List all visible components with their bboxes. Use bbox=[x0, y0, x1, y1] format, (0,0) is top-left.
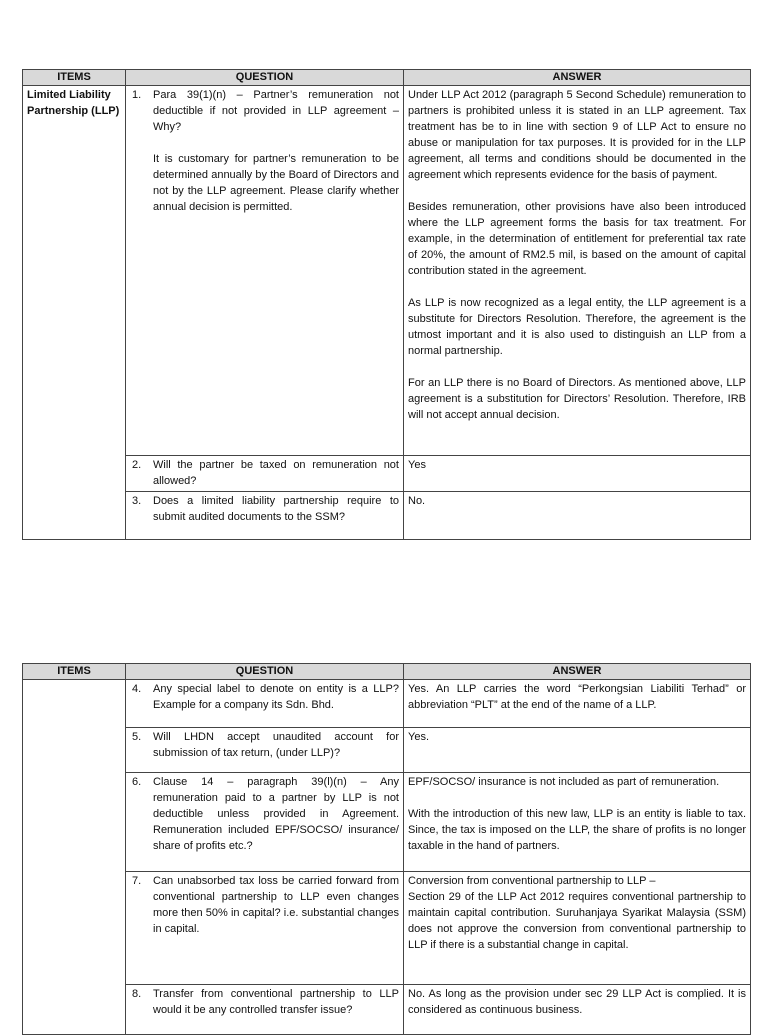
answer-cell bbox=[404, 728, 751, 773]
question-cell bbox=[126, 872, 404, 985]
question-text: Does a limited liability partnership require to submit audited documents to the SSM? bbox=[153, 495, 399, 523]
question-text: Will the partner be taxed on remuneration not allowed? bbox=[153, 459, 399, 487]
answer-paragraph: Conversion from conventional partnership to LLP – bbox=[408, 875, 656, 887]
table-row bbox=[23, 985, 751, 1035]
faq-table-2 bbox=[22, 663, 751, 1035]
question-text: Can unabsorbed tax loss be carried forward from conventional partnership to LLP even changes more then 50% in capital? i.e. substantial changes in capital. bbox=[153, 875, 399, 935]
answer-cell bbox=[404, 872, 751, 985]
question-number: 3. bbox=[132, 495, 142, 507]
table-row bbox=[23, 86, 751, 456]
item-label: Limited Liability Partnership (LLP) bbox=[23, 86, 126, 540]
question-number: 7. bbox=[132, 875, 142, 887]
question-number: 4. bbox=[132, 683, 142, 695]
question-cell bbox=[126, 985, 404, 1035]
header-items: ITEMS bbox=[23, 664, 126, 680]
answer-paragraph: Yes bbox=[408, 459, 426, 471]
question-text: Clause 14 – paragraph 39(l)(n) – Any remuneration paid to a partner by LLP is not deductible unless provided in Agreement. Remuneration included EPF/SOCSO/ insurance/ share of profits etc.? bbox=[153, 776, 399, 852]
answer-paragraph: Section 29 of the LLP Act 2012 requires conventional partnership to maintain capital contribution. Suruhanjaya Syarikat Malaysia (SSM) does not approve the conversion from conventional partnership to LLP if there is a substantial change in capital. bbox=[408, 891, 746, 951]
table-row bbox=[23, 872, 751, 985]
answer-cell bbox=[404, 773, 751, 872]
answer-paragraph: Besides remuneration, other provisions have also been introduced where the LLP agreement forms the basis for tax treatment. For example, in the determination of entitlement for preferential tax rate of 20%, the amount of RM2.5 mil, is based on the amount of capital contribution stated in the agreement. bbox=[408, 201, 746, 277]
table-row bbox=[23, 680, 751, 728]
answer-paragraph: Yes. An LLP carries the word “Perkongsian Liabiliti Terhad” or abbreviation “PLT” at the end of the name of a LLP. bbox=[408, 683, 746, 711]
question-text: Transfer from conventional partnership to LLP would it be any controlled transfer issue? bbox=[153, 988, 399, 1016]
question-number: 2. bbox=[132, 459, 142, 471]
table-row bbox=[23, 728, 751, 773]
question-text: Will LHDN accept unaudited account for submission of tax return, (under LLP)? bbox=[153, 731, 399, 759]
table-row bbox=[23, 456, 751, 492]
header-question: QUESTION bbox=[126, 70, 404, 86]
header-items: ITEMS bbox=[23, 70, 126, 86]
answer-paragraph: EPF/SOCSO/ insurance is not included as part of remuneration. bbox=[408, 776, 720, 788]
answer-paragraph: No. As long as the provision under sec 29 LLP Act is complied. It is considered as continuous business. bbox=[408, 988, 746, 1016]
answer-cell bbox=[404, 492, 751, 540]
answer-cell bbox=[404, 86, 751, 456]
question-text: Any special label to denote on entity is a LLP? Example for a company its Sdn. Bhd. bbox=[153, 683, 399, 711]
answer-paragraph: Under LLP Act 2012 (paragraph 5 Second Schedule) remuneration to partners is prohibited unless it is stated in an LLP agreement. Tax treatment has be to in line with section 9 of LLP Act to ensure no abuse or manipulation for tax purposes. It is provided for in the LLP agreement, all terms and conditions should be documented in the agreement which represents evidence for the basis of payment. bbox=[408, 89, 746, 181]
question-cell bbox=[126, 773, 404, 872]
table-row bbox=[23, 492, 751, 540]
question-cell bbox=[126, 86, 404, 456]
header-question: QUESTION bbox=[126, 664, 404, 680]
faq-table-1 bbox=[22, 69, 751, 540]
answer-paragraph: With the introduction of this new law, LLP is an entity is liable to tax. Since, the tax is imposed on the LLP, the share of profits is no longer taxable in the hand of partners. bbox=[408, 808, 746, 852]
question-number: 6. bbox=[132, 776, 142, 788]
item-label bbox=[23, 680, 126, 1035]
answer-cell bbox=[404, 985, 751, 1035]
question-cell bbox=[126, 728, 404, 773]
question-cell bbox=[126, 456, 404, 492]
answer-paragraph: Yes. bbox=[408, 731, 430, 743]
question-number: 8. bbox=[132, 988, 142, 1000]
answer-cell bbox=[404, 456, 751, 492]
answer-cell bbox=[404, 680, 751, 728]
question-cell bbox=[126, 680, 404, 728]
answer-paragraph: No. bbox=[408, 495, 426, 507]
header-row bbox=[23, 664, 751, 680]
question-extra: It is customary for partner’s remuneration to be determined annually by the Board of Directors and not by the LLP agreement. Please clarify whether annual decision is permitted. bbox=[153, 153, 399, 213]
answer-paragraph: As LLP is now recognized as a legal entity, the LLP agreement is a substitute for Directors Resolution. Therefore, the agreement is the utmost important and it is also used to distinguish an LLP from a normal partnership. bbox=[408, 297, 746, 357]
header-answer: ANSWER bbox=[404, 664, 751, 680]
question-cell bbox=[126, 492, 404, 540]
header-answer: ANSWER bbox=[404, 70, 751, 86]
table-row bbox=[23, 773, 751, 872]
header-row bbox=[23, 70, 751, 86]
answer-paragraph: For an LLP there is no Board of Directors. As mentioned above, LLP agreement is a substitution for Directors’ Resolution. Therefore, IRB will not accept annual decision. bbox=[408, 377, 746, 421]
question-number: 5. bbox=[132, 731, 142, 743]
question-text: Para 39(1)(n) – Partner’s remuneration not deductible if not provided in LLP agreement – Why? bbox=[153, 89, 399, 133]
question-number: 1. bbox=[132, 89, 142, 101]
